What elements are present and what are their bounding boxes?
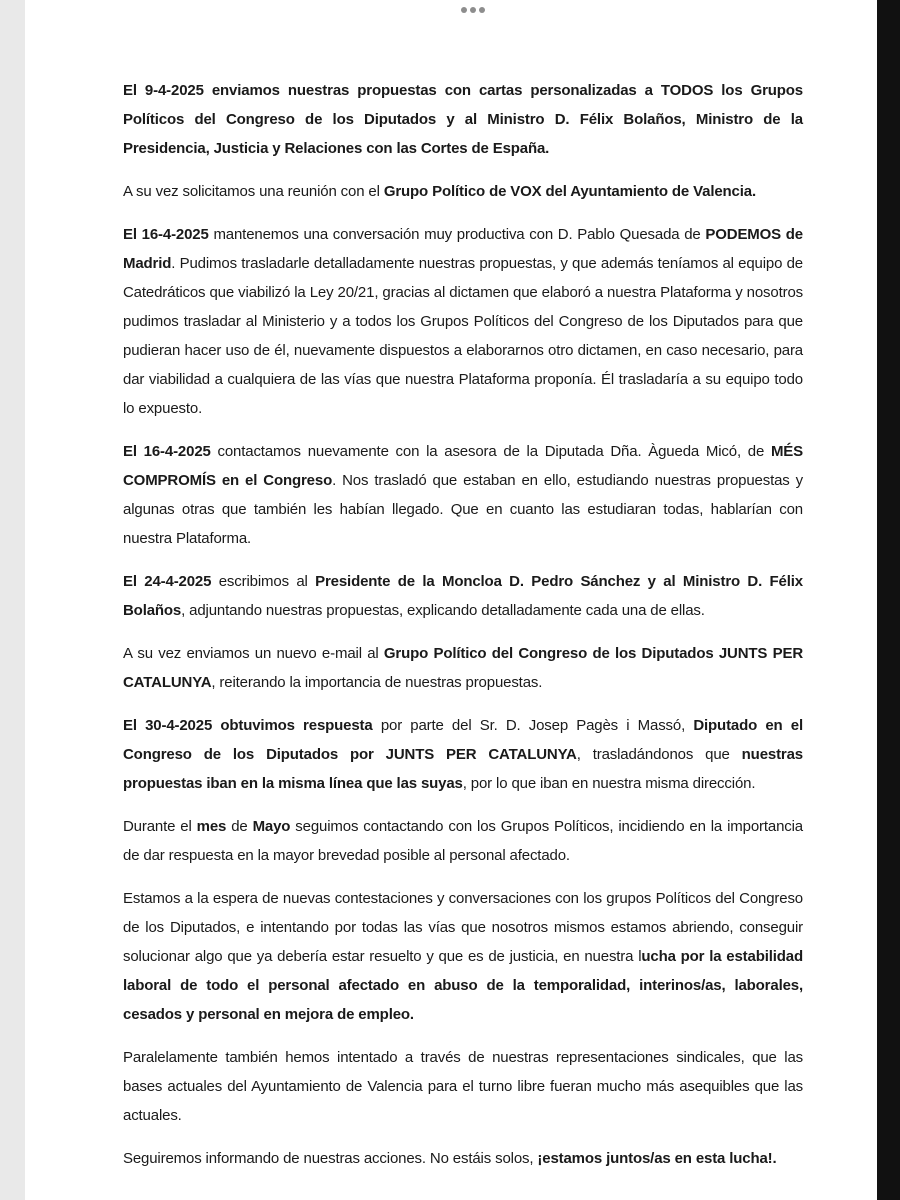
- paragraph: [123, 812, 803, 870]
- bold-text: PODEMOS de Madrid: [123, 226, 803, 272]
- paragraph: [123, 437, 803, 553]
- text: de: [226, 818, 253, 835]
- text: por parte del Sr. D. Josep Pagès i Massó,: [372, 717, 694, 734]
- paragraph: [123, 1043, 803, 1130]
- text: , adjuntando nuestras propuestas, explicando detalladamente cada una de ellas.: [181, 602, 705, 619]
- bold-text: Grupo Político del Congreso de los Diputados JUNTS PER CATALUNYA: [123, 645, 803, 691]
- handle-dot: [461, 7, 467, 13]
- paragraph: [123, 76, 803, 163]
- paragraph: [123, 1144, 803, 1173]
- bold-text: Presidente de la Moncloa D. Pedro Sánchez y al Ministro D. Félix Bolaños: [123, 573, 803, 619]
- drag-handle-icon[interactable]: [461, 7, 485, 13]
- text: , por lo que iban en nuestra misma dirección.: [462, 775, 756, 792]
- text: A su vez solicitamos una reunión con el: [123, 183, 384, 200]
- text: , reiterando la importancia de nuestras propuestas.: [211, 674, 543, 691]
- bold-text: El 24-4-2025: [123, 573, 212, 590]
- bold-text: mes: [196, 818, 227, 835]
- text: mantenemos una conversación muy productiva con D. Pablo Quesada de: [208, 226, 706, 243]
- bold-text: ucha por la estabilidad laboral de todo el personal afectado en abuso de la temporalidad, interinos/as, laborales, cesados y personal en mejora de empleo.: [123, 948, 803, 1023]
- text: seguimos contactando con los Grupos Políticos, incidiendo en la importancia de dar respuesta en la mayor brevedad posible al personal afectado.: [123, 818, 803, 864]
- bold-text: Grupo Político de VOX del Ayuntamiento de Valencia.: [383, 183, 756, 200]
- paragraph: [123, 567, 803, 625]
- text: . Pudimos trasladarle detalladamente nuestras propuestas, y que además teníamos al equipo de Catedráticos que viabilizó la Ley 20/21, gracias al dictamen que elaboró a nuestra Plataforma y nosotros pudimos trasladar al Ministerio y a todos los Grupos Políticos del Congreso de los Diputados para que pudieran hacer uso de él, nuevamente dispuestos a elaborarnos otro dictamen, en caso necesario, para dar viabilidad a cualquiera de las vías que nuestra Plataforma proponía. Él trasladaría a su equipo todo lo expuesto.: [123, 255, 803, 417]
- bold-text: nuestras propuestas iban en la misma línea que las suyas: [123, 746, 803, 792]
- document-body: [123, 76, 803, 1187]
- text: Durante el: [123, 818, 197, 835]
- bold-text: El 9-4-2025 enviamos nuestras propuestas con cartas personalizadas a TODOS los Grupos Políticos del Congreso de los Diputados y al Ministro D. Félix Bolaños, Ministro de la Presidencia, Justicia y Relaciones con las Cortes de España.: [123, 82, 803, 157]
- bold-text: Diputado en el Congreso de los Diputados por JUNTS PER CATALUNYA: [123, 717, 803, 763]
- handle-dot: [470, 7, 476, 13]
- bold-text: El 30-4-2025 obtuvimos respuesta: [123, 717, 373, 734]
- side-edge-bar: [877, 0, 900, 1200]
- text: Estamos a la espera de nuevas contestaciones y conversaciones con los grupos Políticos del Congreso de los Diputados, e intentando por todas las vías que nosotros mismos estamos abriendo, conseguir solucionar algo que ya debería estar resuelto y que es de justicia, en nuestra l: [123, 890, 803, 965]
- bold-text: El 16-4-2025: [123, 226, 209, 243]
- text: A su vez enviamos un nuevo e-mail al: [123, 645, 384, 662]
- paragraph: [123, 220, 803, 423]
- bold-text: MÉS COMPROMÍS en el Congreso: [123, 443, 804, 489]
- text: Paralelamente también hemos intentado a través de nuestras representaciones sindicales, que las bases actuales del Ayuntamiento de Valencia para el turno libre fueran mucho más asequibles que las actuales.: [123, 1049, 803, 1124]
- text: Seguiremos informando de nuestras acciones. No estáis solos,: [123, 1150, 538, 1167]
- document-page[interactable]: [25, 0, 877, 1200]
- text: . Nos trasladó que estaban en ello, estudiando nuestras propuestas y algunas otras que también les habían llegado. Que en cuanto las estudiaran todas, hablarían con nuestra Plataforma.: [123, 472, 804, 547]
- paragraph: [123, 711, 803, 798]
- paragraph: [123, 884, 803, 1029]
- bold-text: ¡estamos juntos/as en esta lucha!.: [537, 1150, 777, 1167]
- bold-text: El 16-4-2025: [123, 443, 211, 460]
- text: contactamos nuevamente con la asesora de la Diputada Dña. Àgueda Micó, de: [210, 443, 771, 460]
- paragraph: [123, 177, 803, 206]
- paragraph: [123, 639, 803, 697]
- text: escribimos al: [211, 573, 316, 590]
- handle-dot: [479, 7, 485, 13]
- text: , trasladándonos que: [576, 746, 742, 763]
- bold-text: Mayo: [252, 818, 291, 835]
